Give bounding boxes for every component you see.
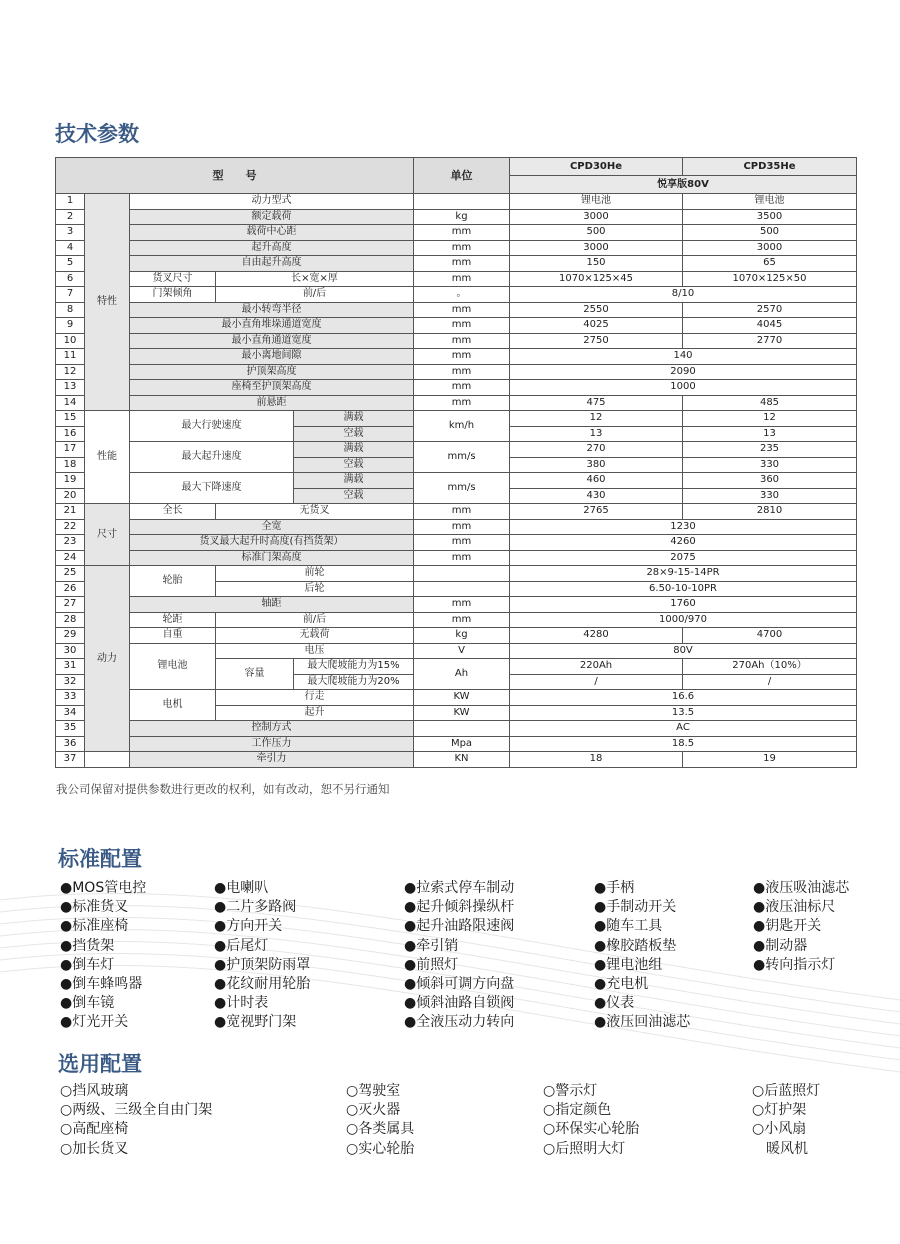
table-row [56,550,857,566]
param-unit: mm/s [414,473,510,504]
row-number: 11 [56,349,85,365]
row-number: 29 [56,628,85,644]
table-row [56,690,857,706]
value-cpd35: 2770 [683,333,857,349]
table-row [56,395,857,411]
value-shared: 1230 [510,519,857,535]
row-number: 30 [56,643,85,659]
param-unit: V [414,643,510,659]
value-shared: 80V [510,643,857,659]
list-item: ●宽视野门架 [214,1014,297,1031]
param-unit [414,581,510,597]
list-item: ●灯光开关 [60,1014,129,1031]
param-name: 空载 [294,457,414,473]
row-number: 10 [56,333,85,349]
list-item: ○两级、三级全自由门架 [60,1102,213,1119]
row-number: 9 [56,318,85,334]
list-item: ●倒车镜 [60,995,115,1012]
row-number: 26 [56,581,85,597]
list-item: ○灯护架 [752,1102,807,1119]
value-shared: 140 [510,349,857,365]
model-cpd35he: CPD35He [683,158,857,176]
param-unit: mm [414,380,510,396]
value-shared: 2090 [510,364,857,380]
value-cpd35: 12 [683,411,857,427]
row-number: 1 [56,194,85,210]
param-unit: mm [414,349,510,365]
row-number: 22 [56,519,85,535]
param-name: 空载 [294,488,414,504]
row-number: 18 [56,457,85,473]
param-name: 行走 [216,690,414,706]
list-item: ○后照明大灯 [543,1140,626,1157]
param-unit: mm [414,225,510,241]
table-row [56,612,857,628]
param-unit: mm [414,395,510,411]
list-item: ●挡货架 [60,937,115,954]
list-item: ○环保实心轮胎 [543,1121,640,1138]
param-name: 起升高度 [130,240,414,256]
param-unit: mm [414,550,510,566]
table-row [56,349,857,365]
table-row [56,271,857,287]
list-item: ○挡风玻璃 [60,1083,129,1099]
list-item: ●液压油标尺 [753,899,836,916]
value-cpd30: 460 [510,473,683,489]
value-cpd35: 360 [683,473,857,489]
value-shared: 8/10 [510,287,857,303]
param-subgroup: 最大行驶速度 [130,411,294,442]
row-number: 16 [56,426,85,442]
value-shared: 16.6 [510,690,857,706]
row-number: 34 [56,705,85,721]
list-item: ●计时表 [214,995,269,1012]
list-item: ●倒车灯 [60,956,115,973]
list-item: ○后蓝照灯 [752,1083,821,1099]
table-row [56,225,857,241]
table-row [56,643,857,659]
value-cpd30: 150 [510,256,683,272]
param-subgroup: 轮距 [130,612,216,628]
list-item: ○警示灯 [543,1083,598,1099]
list-item: ●液压回油滤芯 [594,1014,691,1031]
row-number: 27 [56,597,85,613]
row-number: 28 [56,612,85,628]
table-row [56,302,857,318]
table-row [56,287,857,303]
param-name: 最小转弯半径 [130,302,414,318]
value-cpd30: 220Ah [510,659,683,675]
param-subgroup: 容量 [216,659,294,690]
value-shared: 13.5 [510,705,857,721]
param-name: 后轮 [216,581,414,597]
value-cpd35: 500 [683,225,857,241]
row-number: 37 [56,752,85,768]
list-item: ○驾驶室 [346,1083,401,1099]
value-cpd30: 475 [510,395,683,411]
row-number: 31 [56,659,85,675]
param-name: 动力型式 [130,194,414,210]
value-cpd35: 270Ah（10%） [683,659,857,675]
row-number: 24 [56,550,85,566]
param-unit: mm [414,519,510,535]
optional-list-col-1 [60,1082,212,1159]
table-row [56,519,857,535]
value-cpd35: 65 [683,256,857,272]
value-cpd30: 2765 [510,504,683,520]
table-row [56,504,857,520]
list-item: ●随车工具 [594,918,663,935]
table-row [56,628,857,644]
param-unit: mm [414,333,510,349]
list-item: ○实心轮胎 [346,1140,415,1157]
list-item: ●转向指示灯 [753,956,836,973]
row-number: 19 [56,473,85,489]
table-row [56,535,857,551]
value-shared: 6.50-10-10PR [510,581,857,597]
row-number: 20 [56,488,85,504]
value-cpd35: 2810 [683,504,857,520]
row-number: 17 [56,442,85,458]
list-item: ●后尾灯 [214,937,269,954]
value-cpd35: 3000 [683,240,857,256]
table-row [56,364,857,380]
value-shared: AC [510,721,857,737]
list-item: ●锂电池组 [594,956,663,973]
value-cpd35: 330 [683,488,857,504]
param-unit: kg [414,628,510,644]
param-name: 长×宽×厚 [216,271,414,287]
list-item: ●二片多路阀 [214,899,297,916]
value-cpd35: 13 [683,426,857,442]
list-item: 暖风机 [752,1140,808,1157]
param-unit [414,194,510,210]
param-unit: mm [414,240,510,256]
optional-list-col-4 [752,1082,820,1159]
table-row [56,380,857,396]
value-cpd30: / [510,674,683,690]
standard-list-col-3 [404,879,514,1033]
list-item: ●钥匙开关 [753,918,822,935]
param-unit: KW [414,690,510,706]
list-item: ●护顶架防雨罩 [214,956,311,973]
list-item: ●手柄 [594,880,635,896]
row-number: 36 [56,736,85,752]
value-cpd30: 2750 [510,333,683,349]
param-name: 起升 [216,705,414,721]
list-item: ●液压吸油滤芯 [753,880,850,896]
row-number: 21 [56,504,85,520]
value-cpd35: 3500 [683,209,857,225]
value-cpd30: 4025 [510,318,683,334]
param-name: 工作压力 [130,736,414,752]
param-subgroup: 轮胎 [130,566,216,597]
model-cpd30he: CPD30He [510,158,683,176]
param-name: 控制方式 [130,721,414,737]
value-cpd30: 270 [510,442,683,458]
value-cpd35: / [683,674,857,690]
table-row [56,318,857,334]
param-subgroup: 货叉尺寸 [130,271,216,287]
disclaimer-note: 我公司保留对提供参数进行更改的权利，如有改动，恕不另行通知 [56,782,390,796]
table-row [56,194,857,210]
table-row [56,736,857,752]
list-item: ●电喇叭 [214,880,269,896]
param-subgroup: 最大下降速度 [130,473,294,504]
table-row [56,209,857,225]
table-row [56,721,857,737]
value-cpd30: 13 [510,426,683,442]
value-cpd35: 2570 [683,302,857,318]
param-name: 前/后 [216,287,414,303]
param-name: 满载 [294,473,414,489]
standard-list-col-5 [753,879,849,975]
param-unit: mm [414,364,510,380]
list-item: ●手制动开关 [594,899,677,916]
list-item: ○指定颜色 [543,1102,612,1119]
row-number: 2 [56,209,85,225]
list-item: ●全液压动力转向 [404,1014,515,1031]
value-cpd35: 4045 [683,318,857,334]
param-name: 最大爬坡能力为20% [294,674,414,690]
param-name: 全宽 [130,519,414,535]
standard-list-col-1 [60,879,146,1033]
value-shared: 1000/970 [510,612,857,628]
param-unit: mm [414,612,510,628]
list-item: ●充电机 [594,976,649,993]
list-item: ●起升倾斜操纵杆 [404,899,515,916]
list-item: ●起升油路限速阀 [404,918,515,935]
param-unit: mm/s [414,442,510,473]
standard-list-col-4 [594,879,690,1033]
row-number: 33 [56,690,85,706]
value-cpd35: 19 [683,752,857,768]
param-unit [414,566,510,582]
list-item: ●方向开关 [214,918,283,935]
table-row [56,473,857,489]
row-number: 7 [56,287,85,303]
row-number: 35 [56,721,85,737]
list-item: ●标准座椅 [60,918,129,935]
row-number: 12 [56,364,85,380]
param-name: 空载 [294,426,414,442]
param-unit: mm [414,535,510,551]
value-shared: 18.5 [510,736,857,752]
param-unit: 。 [414,287,510,303]
param-name: 无载荷 [216,628,414,644]
table-row [56,442,857,458]
group-characteristics: 特性 [85,194,130,411]
param-name: 满载 [294,442,414,458]
param-name: 载荷中心距 [130,225,414,241]
table-row [56,566,857,582]
unit-header: 单位 [414,158,510,194]
param-unit: Ah [414,659,510,690]
param-name: 标准门架高度 [130,550,414,566]
row-number: 5 [56,256,85,272]
list-item: ●倾斜油路自锁阀 [404,995,515,1012]
list-item: ●倒车蜂鸣器 [60,976,143,993]
optional-list-col-3 [543,1082,639,1159]
list-item: ●花纹耐用轮胎 [214,976,311,993]
row-number: 13 [56,380,85,396]
param-name: 座椅至护顶架高度 [130,380,414,396]
value-cpd30: 2550 [510,302,683,318]
param-unit: Mpa [414,736,510,752]
spec-table [55,157,857,768]
table-row [56,752,857,768]
param-unit: mm [414,271,510,287]
list-item: ●制动器 [753,937,808,954]
param-name: 前悬距 [130,395,414,411]
param-name: 最小直角堆垛通道宽度 [130,318,414,334]
standard-list-col-2 [214,879,310,1033]
param-unit: km/h [414,411,510,442]
list-item: ●牵引销 [404,937,459,954]
group-performance: 性能 [85,411,130,504]
param-unit: kg [414,209,510,225]
param-unit: mm [414,504,510,520]
value-cpd35: 330 [683,457,857,473]
group-dimensions: 尺寸 [85,504,130,566]
list-item: ○各类属具 [346,1121,415,1138]
table-row [56,240,857,256]
param-unit: KN [414,752,510,768]
list-item: ●倾斜可调方向盘 [404,976,515,993]
table-row [56,333,857,349]
row-number: 14 [56,395,85,411]
list-item: ●拉索式停车制动 [404,880,515,896]
param-name: 电压 [216,643,414,659]
model-header: 型 号 [56,158,414,194]
value-cpd30: 18 [510,752,683,768]
list-item: ○灭火器 [346,1102,401,1119]
param-name: 自由起升高度 [130,256,414,272]
list-item: ●仪表 [594,995,635,1012]
param-name: 前轮 [216,566,414,582]
param-name: 护顶架高度 [130,364,414,380]
param-unit: mm [414,256,510,272]
value-cpd30: 500 [510,225,683,241]
list-item: ●标准货叉 [60,899,129,916]
value-cpd35: 4700 [683,628,857,644]
table-row [56,597,857,613]
param-name: 轴距 [130,597,414,613]
edition-label: 悦享版80V [510,176,857,194]
row-number: 6 [56,271,85,287]
value-cpd35: 235 [683,442,857,458]
list-item: ●MOS管电控 [60,880,147,896]
row-number: 25 [56,566,85,582]
row-number: 4 [56,240,85,256]
list-item: ●橡胶踏板垫 [594,937,677,954]
list-item: ●前照灯 [404,956,459,973]
param-subgroup: 全长 [130,504,216,520]
value-cpd30: 1070×125×45 [510,271,683,287]
list-item: ○高配座椅 [60,1121,129,1138]
row-number: 15 [56,411,85,427]
param-subgroup: 最大起升速度 [130,442,294,473]
param-subgroup: 电机 [130,690,216,721]
param-name: 最小离地间隙 [130,349,414,365]
value-shared: 1760 [510,597,857,613]
param-unit: mm [414,302,510,318]
param-name: 牵引力 [130,752,414,768]
param-subgroup: 锂电池 [130,643,216,690]
param-name: 额定载荷 [130,209,414,225]
row-number: 8 [56,302,85,318]
param-name: 满载 [294,411,414,427]
value-cpd30: 380 [510,457,683,473]
value-shared: 28×9-15-14PR [510,566,857,582]
optional-list-col-2 [346,1082,414,1159]
row-number: 23 [56,535,85,551]
list-item: ○加长货叉 [60,1140,129,1157]
param-unit [414,721,510,737]
value-cpd30: 3000 [510,209,683,225]
param-unit: mm [414,318,510,334]
value-cpd30: 12 [510,411,683,427]
param-name: 无货叉 [216,504,414,520]
value-cpd30: 430 [510,488,683,504]
param-subgroup: 门架倾角 [130,287,216,303]
value-cpd35: 1070×125×50 [683,271,857,287]
param-unit: mm [414,597,510,613]
optional-config-title: 选用配置 [58,1052,142,1076]
value-shared: 2075 [510,550,857,566]
table-row [56,411,857,427]
tech-params-title: 技术参数 [55,122,139,146]
value-cpd35: 锂电池 [683,194,857,210]
value-cpd30: 锂电池 [510,194,683,210]
param-name: 最小直角通道宽度 [130,333,414,349]
param-name: 货叉最大起升时高度(有挡货架） [130,535,414,551]
param-name: 最大爬坡能力为15% [294,659,414,675]
standard-config-title: 标准配置 [58,847,142,871]
param-unit: KW [414,705,510,721]
list-item: ○小风扇 [752,1121,807,1138]
row-number: 3 [56,225,85,241]
value-shared: 1000 [510,380,857,396]
table-row [56,256,857,272]
param-name: 前/后 [216,612,414,628]
value-shared: 4260 [510,535,857,551]
value-cpd35: 485 [683,395,857,411]
row-number: 32 [56,674,85,690]
value-cpd30: 3000 [510,240,683,256]
group-power: 动力 [85,566,130,752]
param-subgroup: 自重 [130,628,216,644]
value-cpd30: 4280 [510,628,683,644]
